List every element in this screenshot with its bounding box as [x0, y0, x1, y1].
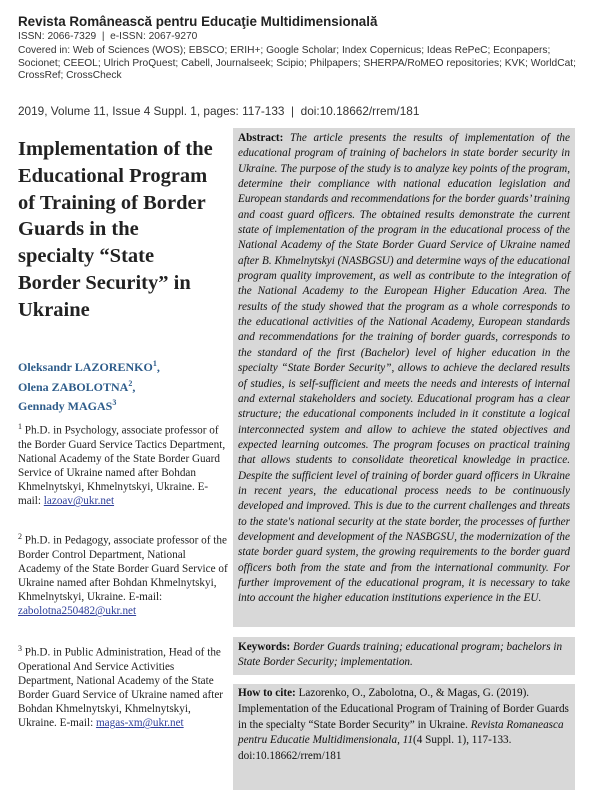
email-link-3[interactable]: magas-xm@ukr.net [95, 717, 184, 730]
email-link-1[interactable]: lazoav@ukr.net [43, 495, 115, 508]
email-link-2[interactable]: zabolotna250482@ukr.net [18, 605, 137, 618]
citation-text: How to cite: Lazorenko, O., Zabolotna, O., & Magas, G. (2019). Implementation of the Educational Program of Training of Border Guards in the specialty “State Border Security” in Ukraine. Revista Romaneasca pentru Educatie Multidimensionala, 11(4 Suppl. 1), 117-133. doi:10.18662/rrem/181 [238, 687, 569, 763]
author-mark: 1 [152, 359, 157, 368]
issn-line: ISSN: 2066-7329 | e-ISSN: 2067-9270 [18, 31, 198, 42]
affiliation-mark: 1 [18, 422, 22, 431]
affiliation-1: $^1$ Ph.D. in Psychology, associate professor of the Border Guard Service Tactics Department, National Academy of the State Border Guard Service of Ukraine named after Bohdan Khmelnytskyi, Khmelnytskyi, Ukraine. E-mail: lazoav@ukr.net [18, 422, 226, 508]
abstract-label: Abstract: [238, 132, 284, 144]
author-list [18, 356, 228, 415]
author-1: Oleksandr LAZORENKO$^1$, [18, 359, 160, 374]
affiliation-3: $^3$ Ph.D. in Public Administration, Head of the Operational And Service Activities Department, National Academy of the State Border Guard Service of Ukraine named after Bohdan Khmelnytskyi, Khmelnytskyi, Ukraine. E-mail: magas-xm@ukr.net [18, 644, 224, 730]
author-mark: 3 [112, 398, 117, 407]
keywords-text: Keywords: Border Guards training; educational program; bachelors in State Border Security; implementation. [238, 641, 563, 669]
affiliation-2: $^2$ Ph.D. in Pedagogy, associate professor of the Border Control Department, National Academy of the State Border Guard Service of Ukraine named after Bohdan Khmelnytskyi, Khmelnytskyi, Ukraine. E-mail: zabolotna250482@ukr.net [18, 532, 228, 618]
citation-box [233, 684, 575, 790]
author-3: Gennady MAGAS$^3$ [18, 398, 117, 413]
author-2: Olena ZABOLOTNA$^2$, [18, 378, 136, 394]
citation-label: How to cite: [238, 687, 296, 699]
issue-doi-line: 2019, Volume 11, Issue 4 Suppl. 1, pages: 117-133 | doi:10.18662/rrem/181 [18, 104, 420, 118]
abstract-text: Abstract: The article presents the results of implementation of the educational program of training of bachelors in state border security in Ukraine. The purpose of the study is to analyze key points of the program, determine their compliance with national education legislation and European standards and recommendations for the border guards’ training and coast guard officers. The obtained results demonstrate the current state of implementation of the program in the educational process of the National Academy of the State Border Guard Service of Ukraine named after B. Khmelnytskyi (NASBGSU) and determine ways of the educational program quality improvement, as well as contribute to the integration of the National Academy to the European Higher Education Area. The results of the study showed that the program as a whole corresponds to the educational activities of the National Academy, European standards and recommendations for the training of border guards, corresponds to the standard of the first (Bachelor) level of higher education in the specialty “State Border Security”, allows to achieve the declared results of studies, is self-sufficient and meets the needs and interests of internal and external stakeholders and society. Educational program has a clear structure; the educational components included in it constitute a logical interconnected system and allow to achieve the stated objectives and expected learning outcomes. The program focuses on practical training that allows students to consolidate theoretical knowledge in practice. Despite the sufficient level of training of border guard officers in Ukraine in recent years, the educational process needs to be continuously developed and improved. This is due to the current challenges and threats to the state's national security at the state border, the processes of further development and development of the NASBGSU, the modernization of the state border guard system, the growing requirements to the border guard officers both from the state and from the international community. For further improvement of the educational program, it is necessary to take into account the higher education institutions experience in the EU. [238, 132, 570, 605]
journal-title: Revista Românească pentru Educaţie Multidimensională [18, 14, 378, 29]
article-title: Implementation of the Educational Program of Training of Border Guards in the specialty “State Border Security” in Ukraine [18, 138, 213, 321]
indexing-list: Covered in: Web of Sciences (WOS); EBSCO; ERIH+; Google Scholar; Index Copernicus; Ideas RePeC; Econpapers; Socionet; CEEOL; Ulrich ProQuest; Cabell, Journalseek; Scipio; Philpapers; SHERPA/RoMEO repositories; KVK; WorldCat; CrossRef; CrossCheck [18, 45, 576, 82]
affiliation-mark: 2 [18, 532, 22, 541]
affiliation-mark: 3 [18, 644, 22, 653]
author-mark: 2 [128, 378, 133, 388]
abstract-box [233, 128, 575, 627]
keywords-box [233, 637, 575, 675]
keywords-label: Keywords: [238, 641, 291, 653]
